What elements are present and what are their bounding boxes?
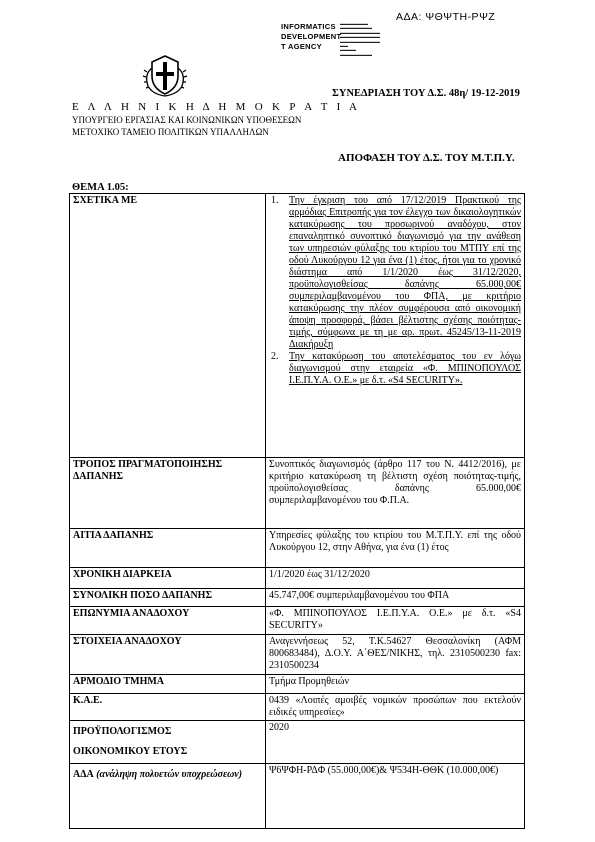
budget-label-line1: ΠΡΟΫΠΟΛΟΓΙΣΜΟΣ (73, 726, 172, 737)
budget-label-line2: ΟΙΚΟΝΟΜΙΚΟΥ ΕΤΟΥΣ (73, 746, 188, 757)
row-label: ΣΥΝΟΛΙΚΗ ΠΟΣΟ ΔΑΠΑΝΗΣ (70, 589, 266, 607)
row-value: 2020 (266, 721, 525, 764)
row-value: Τμήμα Προμηθειών (266, 675, 525, 694)
ministry-name: ΥΠΟΥΡΓΕΙΟ ΕΡΓΑΣΙΑΣ ΚΑΙ ΚΟΙΝΩΝΙΚΩΝ ΥΠΟΘΕΣΕΩΝ (72, 115, 302, 125)
row-value: «Φ. ΜΠΙΝΟΠΟΥΛΟΣ Ι.Ε.Π.Υ.Α. Ο.Ε.» με δ.τ. «S4 SECURITY» (266, 607, 525, 635)
row-value: Ψ6ΨΦΗ-ΡΔΦ (55.000,00€)& Ψ534Η-ΘΘΚ (10.000,00€) (266, 764, 525, 829)
table-row (70, 607, 525, 635)
ada-code: ΑΔΑ: ΨΘΨΤΗ-ΡΨΖ (396, 11, 496, 23)
greek-emblem-icon (142, 50, 188, 98)
row-label: ΑΙΤΙΑ ΔΑΠΑΝΗΣ (70, 529, 266, 568)
list-text: Την κατακύρωση του αποτελέσματος του εν λόγω διαγωνισμού στην εταιρεία «Φ. ΜΠΙΝΟΠΟΥΛΟΣ Ι.Ε.Π.Υ.Α. Ο.Ε.» με δ.τ. «S4 SECURITY». (289, 351, 521, 386)
row-value: 1/1/2020 έως 31/12/2020 (266, 568, 525, 589)
table-row (70, 694, 525, 721)
ida-logo-text (281, 22, 341, 52)
ida-line-1: INFORMATICS (281, 22, 336, 31)
row-label: Κ.Α.Ε. (70, 694, 266, 721)
row-label: ΧΡΟΝΙΚΗ ΔΙΑΡΚΕΙΑ (70, 568, 266, 589)
method-label: ΤΡΟΠΟΣ ΠΡΑΓΜΑΤΟΠΟΙΗΣΗΣ ΔΑΠΑΝΗΣ (73, 459, 223, 482)
list-number: 2. (271, 351, 279, 362)
table-row (70, 458, 525, 529)
table-row (70, 529, 525, 568)
table-row (70, 194, 525, 458)
row-value (266, 194, 525, 458)
list-text: Την έγκριση του από 17/12/2019 Πρακτικού της αρμόδιας Επιτροπής για τον έλεγχο των δικαιολογητικών κατακύρωσης του προσωρινού αναδόχου, στον επαναληπτικό συνοπτικό διαγωνισμό για την ανάθεση των υπηρεσιών φύλαξης του κτιρίου του ΜΤΠΥ επί της οδού Λυκούργου 12 για ένα (1) έτος, ήτοι για το χρονικό διάστημα από 1/1/2020 έως 31/12/2020, προϋπολογισθείσας δαπάνης 65.000,00€ συμπεριλαμβανομένου του ΦΠΑ, με κριτήριο κατακύρωσης την πλέον συμφέρουσα από οικονομική άποψη προσφορά, βάσει βέλτιστης σχέσης ποιότητας-τιμής, σύμφωνα με τη με αρ. πρωτ. 45245/13-11-2019 Διακήρυξη (289, 195, 521, 350)
row-value: 45.747,00€ συμπεριλαμβανομένου του ΦΠΑ (266, 589, 525, 607)
row-value: Αναγεννήσεως 52, Τ.Κ.54627 Θεσσαλονίκη (ΑΦΜ 800683484), Δ.Ο.Υ. Α΄ΘΕΣ/ΝΙΚΗΣ, τηλ. 2310500230 fax: 2310500234 (266, 635, 525, 675)
row-label (70, 764, 266, 829)
ada-row-label-italic: (ανάληψη πολυετών υποχρεώσεων) (93, 769, 243, 780)
table-row (70, 675, 525, 694)
decision-title: ΑΠΟΦΑΣΗ ΤΟΥ Δ.Σ. ΤΟΥ Μ.Τ.Π.Υ. (338, 152, 515, 164)
table-row (70, 568, 525, 589)
topic-heading: ΘΕΜΑ 1.05: (72, 182, 129, 193)
fund-name: ΜΕΤΟΧΙΚΟ ΤΑΜΕΙΟ ΠΟΛΙΤΙΚΩΝ ΥΠΑΛΛΗΛΩΝ (72, 127, 269, 137)
decision-table (69, 193, 525, 829)
row-label: ΣΧΕΤΙΚΑ ΜΕ (70, 194, 266, 458)
list-item (271, 351, 521, 387)
session-heading: ΣΥΝΕΔΡΙΑΣΗ ΤΟΥ Δ.Σ. 48η/ 19-12-2019 (332, 88, 520, 99)
row-label (70, 458, 266, 529)
row-label: ΑΡΜΟΔΙΟ ΤΜΗΜΑ (70, 675, 266, 694)
row-label: ΕΠΩΝΥΜΙΑ ΑΝΑΔΟΧΟΥ (70, 607, 266, 635)
hellenic-republic-title: Ε Λ Λ Η Ν Ι Κ Η Δ Η Μ Ο Κ Ρ Α Τ Ι Α (72, 101, 361, 113)
table-row (70, 635, 525, 675)
ida-line-3: T AGENCY (281, 42, 322, 51)
signature-stamp: ▬▬▬▬▬▬▬ ▬▬▬▬▬▬▬▬ ▬▬▬▬▬▬▬▬▬▬ ▬▬▬▬▬▬▬▬▬▬ ▬▬▬▬▬▬▬▬▬▬ ▬▬ ▬▬▬▬ ▬▬▬▬▬▬▬▬ (340, 21, 380, 57)
row-label: ΣΤΟΙΧΕΙΑ ΑΝΑΔΟΧΟΥ (70, 635, 266, 675)
table-row (70, 721, 525, 764)
row-value: 0439 «Λοιπές αμοιβές νομικών προσώπων που εκτελούν ειδικές υπηρεσίες» (266, 694, 525, 721)
list-item (271, 195, 521, 351)
row-value: Συνοπτικός διαγωνισμός (άρθρο 117 του Ν. 4412/2016), με κριτήριο κατακύρωση τη βέλτιστη σχέση ποιότητας-τιμής, προϋπολογισθείσας δαπάνης 65.000,00€ συμπεριλαμβανομένου του Φ.Π.Α. (266, 458, 525, 529)
relevant-list (269, 195, 521, 387)
table-row (70, 589, 525, 607)
ida-line-2: DEVELOPMENT (281, 32, 342, 41)
table-row (70, 764, 525, 829)
ada-row-label: ΑΔΑ (73, 769, 94, 780)
list-number: 1. (271, 195, 279, 206)
row-value: Υπηρεσίες φύλαξης του κτιρίου του Μ.Τ.Π.Υ. επί της οδού Λυκούργου 12, στην Αθήνα, για ένα (1) έτος (266, 529, 525, 568)
row-label (70, 721, 266, 764)
ministry-block (72, 114, 301, 138)
